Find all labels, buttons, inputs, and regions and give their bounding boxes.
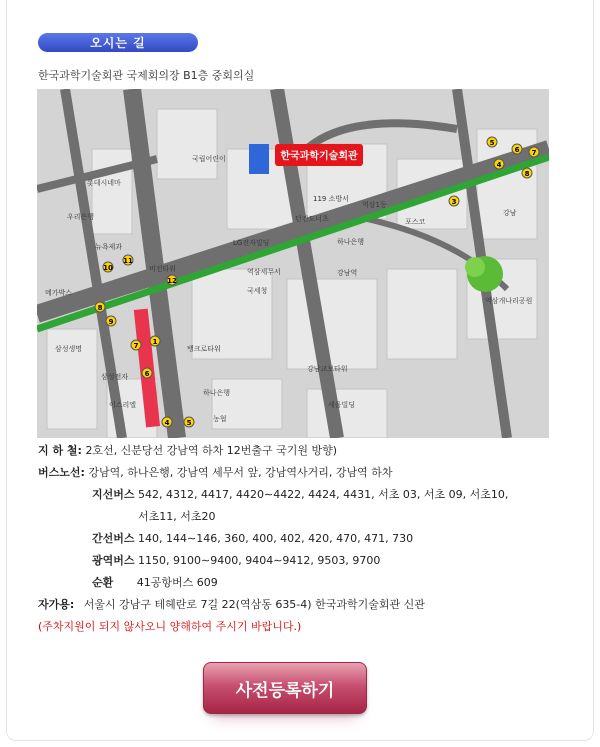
svg-text:강남: 강남	[503, 209, 517, 217]
parking-notice: (주차지원이 되지 않사오니 양해하여 주시기 바랍니다.)	[38, 620, 302, 633]
svg-text:4: 4	[496, 161, 502, 169]
svg-text:국세청: 국세청	[247, 287, 268, 295]
svg-text:롯데시네마: 롯데시네마	[87, 179, 121, 187]
svg-text:삼성생명: 삼성생명	[55, 345, 83, 353]
main-bus-row	[92, 528, 413, 550]
pre-register-button[interactable]: 사전등록하기	[203, 662, 367, 714]
trunk-bus-text: 542, 4312, 4417, 4420∼4422, 4424, 4431, 서초 03, 서초 09, 서초10,	[138, 488, 509, 501]
main-bus-text: 140, 144∼146, 360, 400, 402, 420, 470, 471, 730	[138, 532, 414, 545]
svg-text:8: 8	[97, 304, 103, 312]
svg-text:비전타워: 비전타워	[149, 265, 177, 273]
svg-text:우리은행: 우리은행	[67, 213, 95, 221]
svg-text:강남역: 강남역	[337, 269, 358, 277]
svg-text:12: 12	[167, 277, 177, 285]
svg-text:1: 1	[152, 338, 158, 346]
svg-text:뱅크로타워: 뱅크로타워	[187, 345, 221, 353]
svg-text:하나은행: 하나은행	[337, 238, 365, 246]
svg-text:메가박스: 메가박스	[45, 289, 73, 297]
svg-text:7: 7	[133, 342, 139, 350]
bus-label: 버스노선:	[38, 466, 85, 479]
svg-text:역삼세무서: 역삼세무서	[247, 268, 281, 276]
subway-row	[38, 440, 337, 462]
wide-bus-label: 광역버스	[92, 554, 135, 567]
trunk-bus-text-2: 서초11, 서초20	[138, 510, 216, 523]
venue-marker-label: 한국과학기술회관	[280, 151, 358, 162]
svg-text:강남교보타워: 강남교보타워	[307, 365, 348, 373]
svg-text:5: 5	[489, 139, 495, 147]
svg-text:11: 11	[123, 257, 133, 265]
wide-bus-row	[92, 550, 380, 572]
car-row	[38, 594, 425, 616]
subway-text: 2호선, 신분당선 강남역 하차 12번출구 국기원 방향)	[85, 444, 338, 457]
svg-text:삼성전자: 삼성전자	[101, 373, 129, 381]
wide-bus-text: 1150, 9100∼9400, 9404∼9412, 9503, 9700	[138, 554, 381, 567]
circular-bus-text: 41공항버스 609	[136, 576, 218, 589]
page-title: 오시는 길	[38, 33, 198, 52]
svg-text:8: 8	[524, 170, 530, 178]
svg-text:9: 9	[108, 318, 114, 326]
svg-text:역삼개나리공원: 역삼개나리공원	[485, 297, 533, 305]
svg-text:이스리엘: 이스리엘	[109, 401, 137, 409]
svg-text:6: 6	[144, 370, 150, 378]
trunk-bus-label: 지선버스	[92, 488, 135, 501]
subway-label: 지 하 철:	[38, 444, 82, 457]
trunk-bus-row-2	[138, 506, 216, 528]
trunk-bus-row	[92, 484, 508, 506]
svg-text:하나은행: 하나은행	[203, 389, 231, 397]
svg-text:7: 7	[531, 149, 537, 157]
circular-bus-label: 순환	[92, 576, 114, 589]
svg-text:5: 5	[186, 419, 192, 427]
svg-text:뉴욕제과: 뉴욕제과	[95, 243, 123, 251]
bus-row	[38, 462, 393, 484]
main-bus-label: 간선버스	[92, 532, 135, 545]
svg-text:6: 6	[514, 146, 520, 154]
svg-text:3: 3	[451, 198, 457, 206]
svg-text:국립어린이: 국립어린이	[192, 155, 226, 163]
svg-text:세움빌딩: 세움빌딩	[328, 401, 356, 409]
svg-text:4: 4	[164, 419, 170, 427]
svg-text:던킨도너츠: 던킨도너츠	[295, 215, 329, 223]
circular-bus-row	[92, 572, 218, 594]
svg-text:10: 10	[103, 264, 113, 272]
svg-text:농협: 농협	[213, 415, 227, 423]
location-map	[37, 89, 549, 438]
svg-text:LG전자빌딩: LG전자빌딩	[233, 239, 270, 247]
svg-text:포스코: 포스코	[405, 218, 426, 226]
svg-text:119 소방서: 119 소방서	[313, 195, 349, 203]
bus-text: 강남역, 하나은행, 강남역 세무서 앞, 강남역사거리, 강남역 하차	[88, 466, 393, 479]
car-text: 서울시 강남구 테헤란로 7길 22(역삼동 635-4) 한국과학기술회관 신관	[83, 598, 425, 611]
car-label: 자가용:	[38, 598, 75, 611]
venue-text: 한국과학기술회관 국제회의장 B1층 중회의실	[38, 69, 255, 82]
svg-text:역삼1동: 역삼1동	[362, 201, 387, 209]
